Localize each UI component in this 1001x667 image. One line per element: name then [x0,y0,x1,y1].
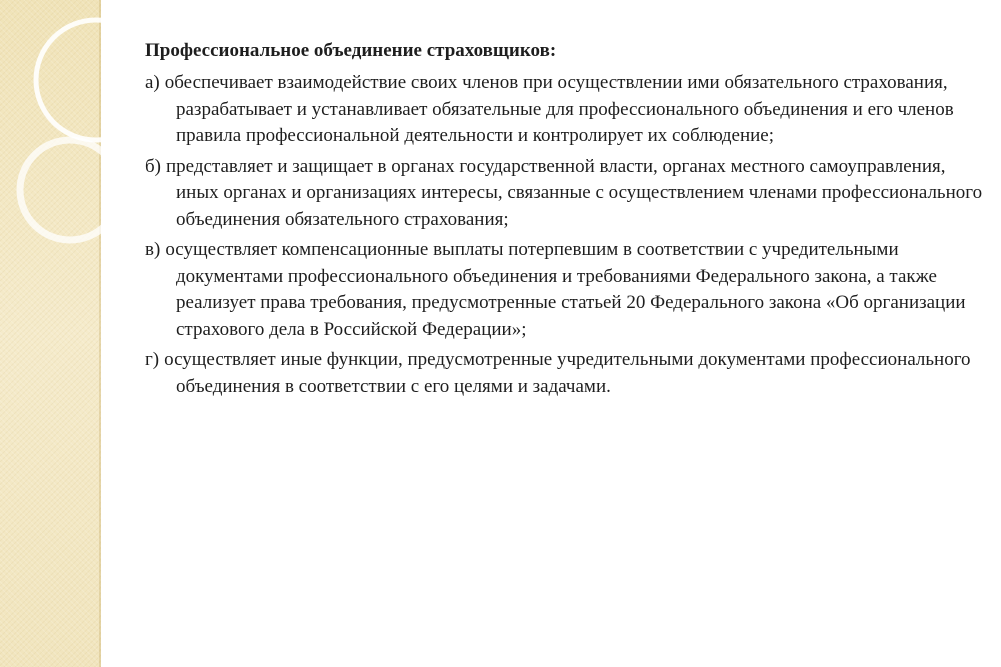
clause-a [145,70,990,150]
clause-text: представляет и защищает в органах государственной власти, органах местного самоуправления, иных органах и организациях интересы, связанные с осуществлением членами профессионального объединения обязательного страхования; [166,155,983,230]
clause-text: осуществляет компенсационные выплаты потерпевшим в соответствии с учредительными документами профессионального объединения и требованиями Федерального закона, а также реализует права требования, предусмотренные статьей 20 Федерального закона «Об организации страхового дела в Российской Федерации»; [165,239,966,340]
clause-g [145,347,990,400]
clause-text: обеспечивает взаимодействие своих членов при осуществлении ими обязательного страхования, разрабатывает и устанавливает обязательные для профессионального объединения и его членов правила профессиональной деятельности и контролирует их соблюдение; [164,72,954,146]
clause-b [145,154,990,234]
clause-text: осуществляет иные функции, предусмотренные учредительными документами профессионального объединения в соответствии с его целями и задачами. [164,349,971,397]
slide-content [145,38,990,404]
clause-marker: г) [145,349,160,370]
clause-marker: а) [145,72,160,93]
decorative-ring-large [36,20,156,140]
clause-marker: в) [145,239,161,260]
clause-marker: б) [145,155,161,177]
clause-v [145,237,990,343]
slide-title: Профессиональное объединение страховщиков: [145,40,557,61]
